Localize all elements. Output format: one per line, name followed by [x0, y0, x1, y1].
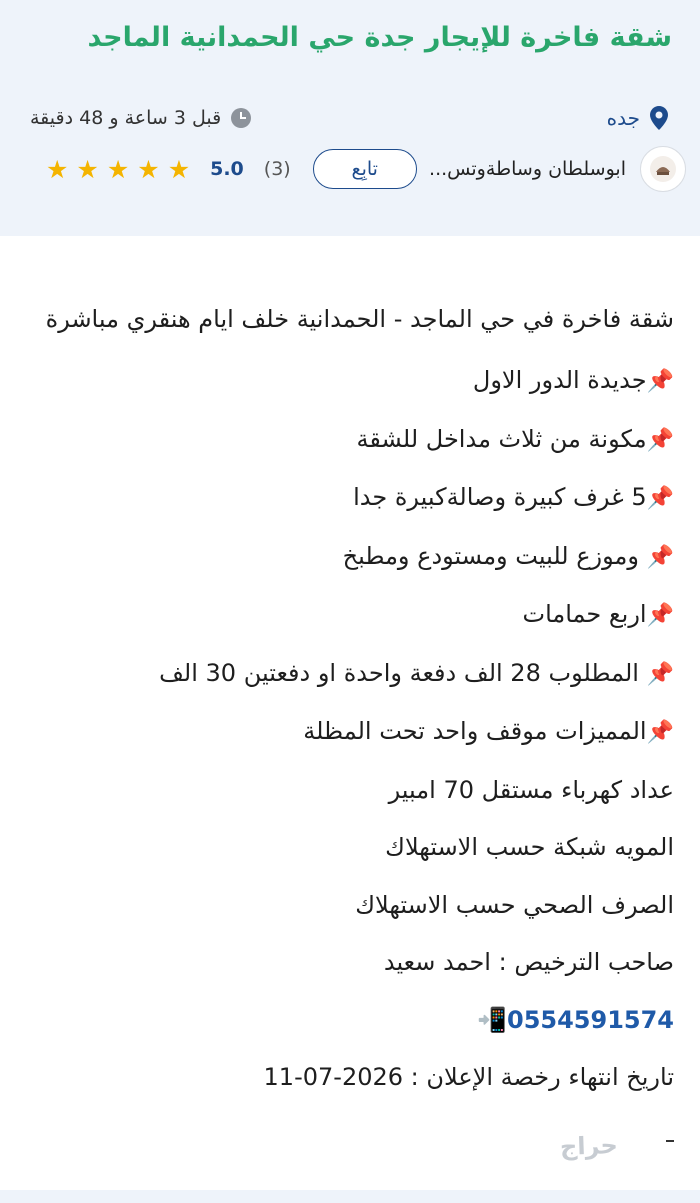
- meta-row: [30, 100, 668, 136]
- star-icon: ★: [106, 154, 130, 184]
- phone-link[interactable]: [30, 992, 674, 1050]
- time-ago-text: قبل 3 ساعة و 48 دقيقة: [30, 107, 222, 129]
- location-text: جده: [606, 106, 640, 130]
- star-icon: ★: [167, 154, 191, 184]
- pushpin-icon: 📌: [646, 603, 674, 628]
- rating-score: 5.0: [210, 158, 244, 180]
- ad-title: شقة فاخرة للإيجار جدة حي الحمدانية الماجد: [87, 22, 672, 53]
- detail-line: صاحب الترخيص : احمد سعيد: [383, 948, 674, 976]
- feature-line: 📌 وموزع للبيت ومستودع ومطبخ: [342, 541, 674, 570]
- avatar[interactable]: [640, 146, 686, 192]
- seller-row: [46, 146, 686, 192]
- feature-line: 📌جديدة الدور الاول: [472, 366, 674, 394]
- pushpin-icon: 📌: [646, 544, 674, 570]
- mobile-phone-icon: 📲: [477, 1005, 507, 1034]
- follow-button[interactable]: تابِع: [313, 149, 417, 189]
- rating-count: (3): [263, 158, 291, 180]
- pushpin-icon: 📌: [646, 720, 674, 745]
- feature-line: 📌المميزات موقف واحد تحت المظلة: [303, 717, 674, 745]
- rating-stars: [46, 155, 190, 184]
- seller-logo-icon: [648, 154, 678, 184]
- pushpin-icon: 📌: [646, 427, 674, 453]
- ad-description: [30, 294, 674, 1107]
- detail-line: المويه شبكة حسب الاستهلاك: [385, 833, 674, 861]
- feature-line: 📌اربع حمامات: [522, 600, 674, 628]
- seller-name: ابوسلطان وساطةوتس...: [429, 158, 626, 180]
- star-icon: ★: [46, 154, 69, 184]
- seller-rating: [46, 149, 417, 189]
- ad-header: [0, 0, 700, 236]
- location-link[interactable]: [607, 106, 668, 130]
- phone-number: 0554591574: [507, 1005, 674, 1034]
- pushpin-icon: 📌: [646, 369, 674, 394]
- pushpin-icon: 📌: [646, 661, 674, 687]
- divider-dash: [666, 1140, 674, 1142]
- post-time: [30, 107, 251, 129]
- feature-line: 📌مكونة من ثلاث مداخل للشقة: [356, 424, 674, 453]
- clock-icon: [231, 108, 251, 128]
- detail-line: الصرف الصحي حسب الاستهلاك: [355, 890, 674, 919]
- bottom-bar: [0, 1190, 700, 1203]
- description-intro: شقة فاخرة في حي الماجد - الحمدانية خلف ايام هنقري مباشرة: [45, 305, 674, 333]
- ad-body: [0, 236, 700, 1203]
- star-icon: ★: [137, 154, 160, 184]
- star-icon: ★: [76, 154, 99, 184]
- license-expiry: تاريخ انتهاء رخصة الإعلان : 2026-07-11: [263, 1063, 674, 1091]
- pushpin-icon: 📌: [646, 486, 674, 511]
- feature-line: 📌 المطلوب 28 الف دفعة واحدة او دفعتين 30 الف: [159, 658, 674, 687]
- haraj-watermark: حراج: [559, 1131, 619, 1161]
- seller-profile[interactable]: [429, 146, 686, 192]
- location-pin-icon: [650, 106, 668, 130]
- detail-line: عداد كهرباء مستقل 70 امبير: [388, 775, 674, 804]
- feature-line: 📌5 غرف كبيرة وصالةكبيرة جدا: [353, 483, 674, 511]
